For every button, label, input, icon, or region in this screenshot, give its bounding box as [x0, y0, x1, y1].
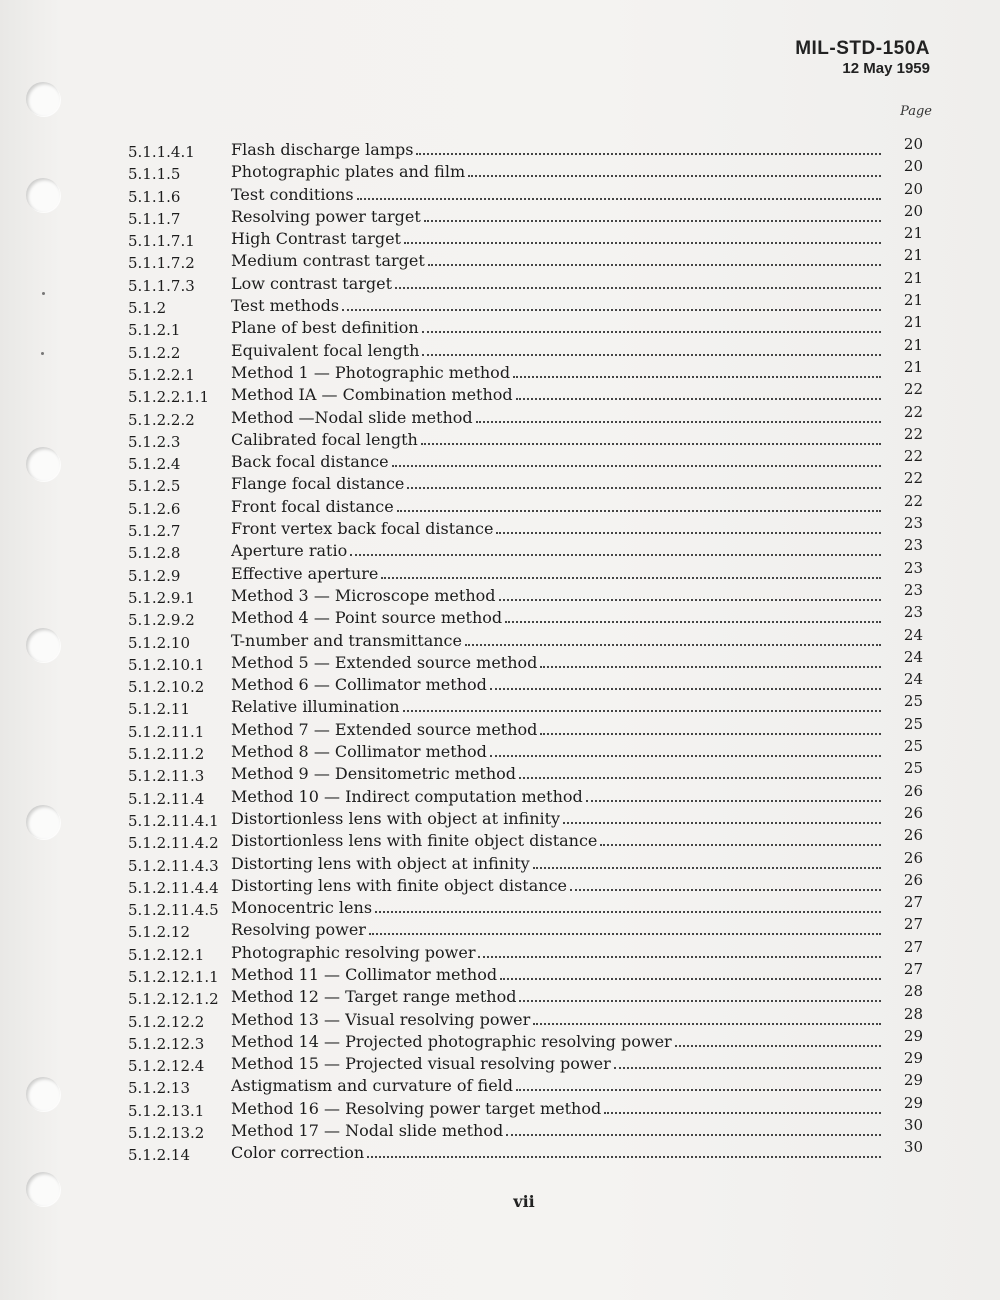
toc-entry-page: 28	[903, 982, 923, 1001]
toc-entry-page: 23	[903, 536, 923, 555]
toc-entry-title: Method 17 — Nodal slide method	[231, 1121, 504, 1141]
dot-leader	[395, 287, 881, 289]
toc-entry-number: 5.1.2.10.2	[128, 678, 205, 697]
toc-entry	[128, 157, 923, 184]
toc-entry-page: 28	[903, 1004, 923, 1023]
toc-entry-number: 5.1.2.12.4	[128, 1057, 205, 1076]
dot-leader	[533, 1023, 881, 1025]
toc-entry-page: 30	[903, 1138, 923, 1157]
dot-leader	[357, 198, 881, 200]
toc-entry-page: 21	[903, 335, 923, 354]
toc-entry-page: 25	[903, 714, 923, 733]
toc-entry-title-line	[231, 250, 881, 272]
toc-entry	[128, 692, 923, 719]
toc-entry-title-line	[231, 273, 881, 295]
dot-leader	[422, 331, 881, 333]
toc-entry	[128, 357, 923, 384]
toc-entry-page: 29	[903, 1049, 923, 1068]
toc-entry	[128, 647, 923, 674]
toc-entry-page: 30	[903, 1116, 923, 1135]
toc-entry-title-line	[231, 964, 881, 986]
toc-entry-number: 5.1.2.6	[128, 499, 181, 518]
toc-entry-number: 5.1.2.2.2	[128, 410, 195, 429]
toc-entry-title: Distortionless lens with finite object distance	[231, 831, 598, 851]
toc-entry	[128, 803, 923, 830]
toc-entry	[128, 759, 923, 786]
dot-leader	[403, 710, 881, 712]
dot-leader	[586, 800, 881, 802]
toc-entry-title-line	[231, 763, 881, 785]
toc-entry-title-line	[231, 585, 881, 607]
toc-entry	[128, 179, 923, 206]
toc-entry-number: 5.1.2.11	[128, 700, 191, 719]
toc-entry	[128, 670, 923, 697]
toc-entry-title: Method 3 — Microscope method	[231, 585, 496, 605]
table-of-contents	[128, 135, 923, 1165]
toc-entry-title: Medium contrast target	[231, 251, 425, 271]
toc-entry-number: 5.1.2.9.1	[128, 588, 195, 607]
toc-entry-page: 24	[903, 647, 923, 666]
toc-entry	[128, 982, 923, 1009]
dot-leader	[421, 443, 881, 445]
toc-entry-number: 5.1.2.9	[128, 566, 181, 585]
toc-entry-title: Method —Nodal slide method	[231, 407, 473, 427]
toc-entry-title: Method 11 — Collimator method	[231, 964, 498, 984]
toc-entry-page: 27	[903, 915, 923, 934]
toc-entry-number: 5.1.2.12.2	[128, 1012, 205, 1031]
toc-entry-title: Photographic plates and film	[231, 162, 466, 182]
toc-entry	[128, 402, 923, 429]
toc-entry	[128, 625, 923, 652]
toc-entry-page: 23	[903, 603, 923, 622]
toc-entry-title: Plane of best definition	[231, 318, 419, 338]
toc-entry-number: 5.1.2.11.2	[128, 745, 205, 764]
toc-entry-title-line	[231, 429, 881, 451]
toc-entry	[128, 603, 923, 630]
toc-entry-number: 5.1.2.2	[128, 343, 181, 362]
toc-entry-title: T-number and transmittance	[231, 630, 462, 650]
toc-entry-page: 20	[903, 135, 923, 153]
paper-speck	[41, 352, 44, 355]
dot-leader	[422, 354, 881, 356]
toc-entry-title-line	[231, 1098, 881, 1120]
toc-entry-page: 21	[903, 246, 923, 265]
toc-entry	[128, 893, 923, 920]
dot-leader	[375, 911, 881, 913]
toc-entry-page: 26	[903, 826, 923, 845]
toc-entry-page: 20	[903, 157, 923, 176]
toc-entry-page: 22	[903, 424, 923, 443]
toc-entry-title-line	[231, 674, 881, 696]
toc-entry-title: High Contrast target	[231, 229, 401, 249]
toc-entry	[128, 580, 923, 607]
toc-entry-title: Method 5 — Extended source method	[231, 652, 538, 672]
toc-entry-title-line	[231, 228, 881, 250]
toc-entry-number: 5.1.2.12.1.2	[128, 990, 219, 1009]
dot-leader	[465, 644, 881, 646]
toc-entry	[128, 291, 923, 318]
binder-hole	[26, 447, 60, 481]
toc-entry-title-line	[231, 540, 881, 562]
binder-hole	[26, 82, 60, 116]
dot-leader	[519, 777, 881, 779]
toc-entry-number: 5.1.1.5	[128, 165, 181, 184]
toc-entry	[128, 1138, 923, 1165]
toc-entry-title-line	[231, 161, 881, 183]
binder-hole	[26, 178, 60, 212]
toc-entry-title: Color correction	[231, 1143, 365, 1163]
toc-entry	[128, 135, 923, 161]
toc-entry-page: 27	[903, 893, 923, 912]
toc-entry-page: 21	[903, 224, 923, 243]
toc-entry-page: 26	[903, 781, 923, 800]
dot-leader	[570, 889, 881, 891]
toc-entry-title-line	[231, 875, 881, 897]
toc-entry-page: 20	[903, 179, 923, 198]
dot-leader	[540, 666, 881, 668]
toc-entry-page: 24	[903, 625, 923, 644]
document-header	[795, 38, 930, 78]
toc-entry-title: Front vertex back focal distance	[231, 519, 494, 539]
dot-leader	[675, 1045, 881, 1047]
toc-entry-title-line	[231, 384, 881, 406]
toc-entry-title: Astigmatism and curvature of field	[231, 1076, 514, 1096]
toc-entry-page: 26	[903, 870, 923, 889]
toc-entry	[128, 915, 923, 942]
toc-entry-title-line	[231, 139, 881, 161]
dot-leader	[428, 264, 881, 266]
toc-entry-number: 5.1.1.7	[128, 209, 181, 228]
toc-entry-title: Method 13 — Visual resolving power	[231, 1009, 531, 1029]
toc-entry-number: 5.1.2.3	[128, 432, 181, 451]
dot-leader	[496, 532, 881, 534]
toc-entry-page: 26	[903, 848, 923, 867]
toc-entry-title-line	[231, 607, 881, 629]
toc-entry-title-line	[231, 696, 881, 718]
toc-entry-number: 5.1.2.12	[128, 923, 191, 942]
toc-entry	[128, 469, 923, 496]
dot-leader	[506, 1134, 881, 1136]
dot-leader	[516, 398, 881, 400]
dot-leader	[468, 175, 881, 177]
toc-entry-number: 5.1.2.13.1	[128, 1101, 205, 1120]
toc-entry	[128, 313, 923, 340]
toc-entry	[128, 1093, 923, 1120]
toc-entry-title-line	[231, 630, 881, 652]
toc-entry-title-line	[231, 1120, 881, 1142]
dot-leader	[600, 844, 881, 846]
page-column-label: Page	[900, 104, 932, 119]
toc-entry-title-line	[231, 919, 881, 941]
toc-entry	[128, 1071, 923, 1098]
dot-leader	[490, 755, 881, 757]
toc-entry-number: 5.1.2.14	[128, 1146, 191, 1165]
toc-entry-page: 27	[903, 959, 923, 978]
dot-leader	[533, 867, 881, 869]
toc-entry	[128, 558, 923, 585]
dot-leader	[369, 933, 881, 935]
toc-entry-number: 5.1.2.11.4	[128, 789, 205, 808]
toc-entry-title: Method 1 — Photographic method	[231, 362, 511, 382]
toc-entry-page: 21	[903, 291, 923, 310]
toc-entry-title: Method IA — Combination method	[231, 385, 513, 405]
toc-entry	[128, 491, 923, 518]
toc-entry	[128, 848, 923, 875]
toc-entry-title-line	[231, 1142, 881, 1164]
dot-leader	[416, 153, 881, 155]
toc-entry-number: 5.1.2.12.1	[128, 945, 205, 964]
toc-entry-title-line	[231, 451, 881, 473]
dot-leader	[392, 465, 881, 467]
dot-leader	[478, 956, 881, 958]
toc-entry-page: 21	[903, 268, 923, 287]
toc-entry-page: 20	[903, 201, 923, 220]
page-number: vii	[513, 1192, 535, 1211]
toc-entry-number: 5.1.2.11.4.4	[128, 878, 219, 897]
toc-entry-page: 29	[903, 1071, 923, 1090]
toc-entry-page: 22	[903, 469, 923, 488]
toc-entry	[128, 335, 923, 362]
toc-entry-number: 5.1.2.9.2	[128, 611, 195, 630]
toc-entry-title: Distortionless lens with object at infinity	[231, 808, 561, 828]
toc-entry-number: 5.1.1.4.1	[128, 143, 195, 161]
dot-leader	[516, 1089, 881, 1091]
toc-entry	[128, 781, 923, 808]
toc-entry-title-line	[231, 563, 881, 585]
toc-entry-number: 5.1.2	[128, 299, 167, 318]
toc-entry-number: 5.1.2.2.1	[128, 365, 195, 384]
toc-entry-page: 26	[903, 803, 923, 822]
toc-entry-title: Method 14 — Projected photographic resolving power	[231, 1031, 672, 1051]
toc-entry-page: 22	[903, 380, 923, 399]
toc-entry-number: 5.1.1.7.3	[128, 276, 195, 295]
toc-entry-page: 29	[903, 1093, 923, 1112]
toc-entry-title: Effective aperture	[231, 563, 379, 583]
toc-entry-title: Low contrast target	[231, 273, 393, 293]
toc-entry-title-line	[231, 853, 881, 875]
toc-entry-number: 5.1.2.13.2	[128, 1124, 205, 1143]
toc-entry	[128, 536, 923, 563]
toc-entry-title: Flash discharge lamps	[231, 140, 414, 159]
toc-entry-title: Front focal distance	[231, 496, 394, 516]
toc-entry	[128, 380, 923, 407]
document-date: 12 May 1959	[842, 60, 930, 77]
toc-entry-title-line	[231, 830, 881, 852]
toc-entry-title-line	[231, 719, 881, 741]
toc-entry	[128, 737, 923, 764]
toc-entry-title-line	[231, 897, 881, 919]
toc-entry-title: Method 15 — Projected visual resolving power	[231, 1054, 611, 1074]
toc-entry-title-line	[231, 340, 881, 362]
toc-entry-title: Method 7 — Extended source method	[231, 719, 538, 739]
toc-entry-page: 22	[903, 491, 923, 510]
toc-entry	[128, 424, 923, 451]
toc-entry-page: 25	[903, 692, 923, 711]
toc-entry-number: 5.1.2.12.3	[128, 1034, 205, 1053]
toc-entry-title-line	[231, 362, 881, 384]
toc-entry-page: 27	[903, 937, 923, 956]
toc-entry-title-line	[231, 986, 881, 1008]
dot-leader	[540, 733, 881, 735]
dot-leader	[505, 621, 881, 623]
document-id: MIL-STD-150A	[795, 38, 930, 59]
dot-leader	[490, 688, 881, 690]
toc-entry-number: 5.1.2.1	[128, 321, 181, 340]
toc-entry	[128, 937, 923, 964]
toc-entry-title-line	[231, 407, 881, 429]
dot-leader	[476, 421, 881, 423]
toc-entry	[128, 714, 923, 741]
toc-entry	[128, 1004, 923, 1031]
toc-entry-title: Method 16 — Resolving power target method	[231, 1098, 602, 1118]
toc-entry	[128, 959, 923, 986]
binder-hole	[26, 1077, 60, 1111]
toc-entry-title: Aperture ratio	[231, 541, 348, 561]
toc-entry-title: Monocentric lens	[231, 898, 373, 918]
toc-entry-number: 5.1.2.11.4.5	[128, 901, 219, 920]
toc-entry-page: 23	[903, 558, 923, 577]
toc-entry-title: Relative illumination	[231, 697, 400, 717]
toc-entry-page: 25	[903, 737, 923, 756]
toc-entry-title: Photographic resolving power	[231, 942, 476, 962]
toc-entry-title-line	[231, 942, 881, 964]
toc-entry-title-line	[231, 741, 881, 763]
toc-entry-title: Method 10 — Indirect computation method	[231, 786, 583, 806]
toc-entry	[128, 246, 923, 273]
dot-leader	[407, 487, 881, 489]
toc-entry	[128, 1049, 923, 1076]
toc-entry-title-line	[231, 206, 881, 228]
binder-hole	[26, 628, 60, 662]
toc-entry-page: 22	[903, 402, 923, 421]
toc-entry-title: Test conditions	[231, 184, 354, 204]
toc-entry-number: 5.1.2.11.3	[128, 767, 205, 786]
toc-entry-number: 5.1.1.6	[128, 187, 181, 206]
toc-entry-title-line	[231, 1075, 881, 1097]
toc-entry-page: 24	[903, 670, 923, 689]
toc-entry-title: Test methods	[231, 296, 340, 316]
toc-entry-number: 5.1.2.7	[128, 522, 181, 541]
toc-entry-title: Method 12 — Target range method	[231, 987, 517, 1007]
toc-entry-title: Method 8 — Collimator method	[231, 742, 487, 762]
toc-entry-title-line	[231, 1009, 881, 1031]
toc-entry-number: 5.1.2.13	[128, 1079, 191, 1098]
toc-entry-title: Resolving power target	[231, 206, 421, 226]
toc-entry-title: Calibrated focal length	[231, 429, 418, 449]
toc-entry-title-line	[231, 652, 881, 674]
toc-entry-title-line	[231, 496, 881, 518]
toc-entry-title-line	[231, 518, 881, 540]
toc-entry-title-line	[231, 1053, 881, 1075]
toc-entry-title: Method 9 — Densitometric method	[231, 764, 517, 784]
dot-leader	[513, 376, 881, 378]
toc-entry-title-line	[231, 786, 881, 808]
toc-entry-title-line	[231, 184, 881, 206]
toc-entry-title: Equivalent focal length	[231, 340, 420, 360]
toc-entry-page: 23	[903, 514, 923, 533]
dot-leader	[499, 599, 882, 601]
toc-entry-title-line	[231, 473, 881, 495]
toc-entry-number: 5.1.2.11.1	[128, 722, 205, 741]
toc-entry-number: 5.1.2.11.4.2	[128, 834, 219, 853]
toc-entry-title: Method 4 — Point source method	[231, 608, 503, 628]
dot-leader	[519, 1000, 881, 1002]
dot-leader	[350, 554, 881, 556]
toc-entry-page: 21	[903, 313, 923, 332]
toc-entry-number: 5.1.2.11.4.3	[128, 856, 219, 875]
toc-entry-title: Distorting lens with object at infinity	[231, 853, 530, 873]
binder-hole	[26, 805, 60, 839]
paper-speck	[42, 292, 45, 295]
toc-entry-number: 5.1.2.5	[128, 477, 181, 496]
toc-entry-title: Distorting lens with finite object distance	[231, 875, 567, 895]
toc-entry-number: 5.1.2.2.1.1	[128, 388, 210, 407]
toc-entry	[128, 1116, 923, 1143]
toc-entry-number: 5.1.2.8	[128, 544, 181, 563]
toc-entry	[128, 447, 923, 474]
toc-entry-page: 22	[903, 447, 923, 466]
dot-leader	[604, 1112, 881, 1114]
dot-leader	[424, 220, 881, 222]
toc-entry-page: 23	[903, 580, 923, 599]
toc-entry-title: Flange focal distance	[231, 474, 405, 494]
toc-entry-page: 25	[903, 759, 923, 778]
toc-entry-number: 5.1.2.11.4.1	[128, 811, 219, 830]
toc-entry	[128, 224, 923, 251]
dot-leader	[381, 577, 881, 579]
dot-leader	[614, 1067, 881, 1069]
toc-entry-number: 5.1.2.10.1	[128, 655, 205, 674]
toc-entry-title: Resolving power	[231, 920, 366, 940]
toc-entry	[128, 870, 923, 897]
toc-entry-title-line	[231, 317, 881, 339]
toc-entry-title: Back focal distance	[231, 452, 389, 472]
dot-leader	[500, 978, 881, 980]
dot-leader	[397, 510, 881, 512]
toc-entry-number: 5.1.1.7.2	[128, 254, 195, 273]
toc-entry-page: 29	[903, 1026, 923, 1045]
dot-leader	[342, 309, 881, 311]
toc-entry	[128, 268, 923, 295]
dot-leader	[367, 1156, 881, 1158]
toc-entry-title: Method 6 — Collimator method	[231, 675, 487, 695]
toc-entry-number: 5.1.2.4	[128, 455, 181, 474]
toc-entry-title-line	[231, 808, 881, 830]
toc-entry	[128, 201, 923, 228]
toc-entry-title-line	[231, 1031, 881, 1053]
toc-entry	[128, 826, 923, 853]
dot-leader	[563, 822, 881, 824]
toc-entry-number: 5.1.1.7.1	[128, 232, 195, 251]
toc-entry-number: 5.1.2.10	[128, 633, 191, 652]
toc-entry-title-line	[231, 295, 881, 317]
toc-entry-number: 5.1.2.12.1.1	[128, 967, 219, 986]
toc-entry-page: 21	[903, 357, 923, 376]
toc-entry	[128, 514, 923, 541]
toc-entry	[128, 1026, 923, 1053]
dot-leader	[404, 242, 881, 244]
